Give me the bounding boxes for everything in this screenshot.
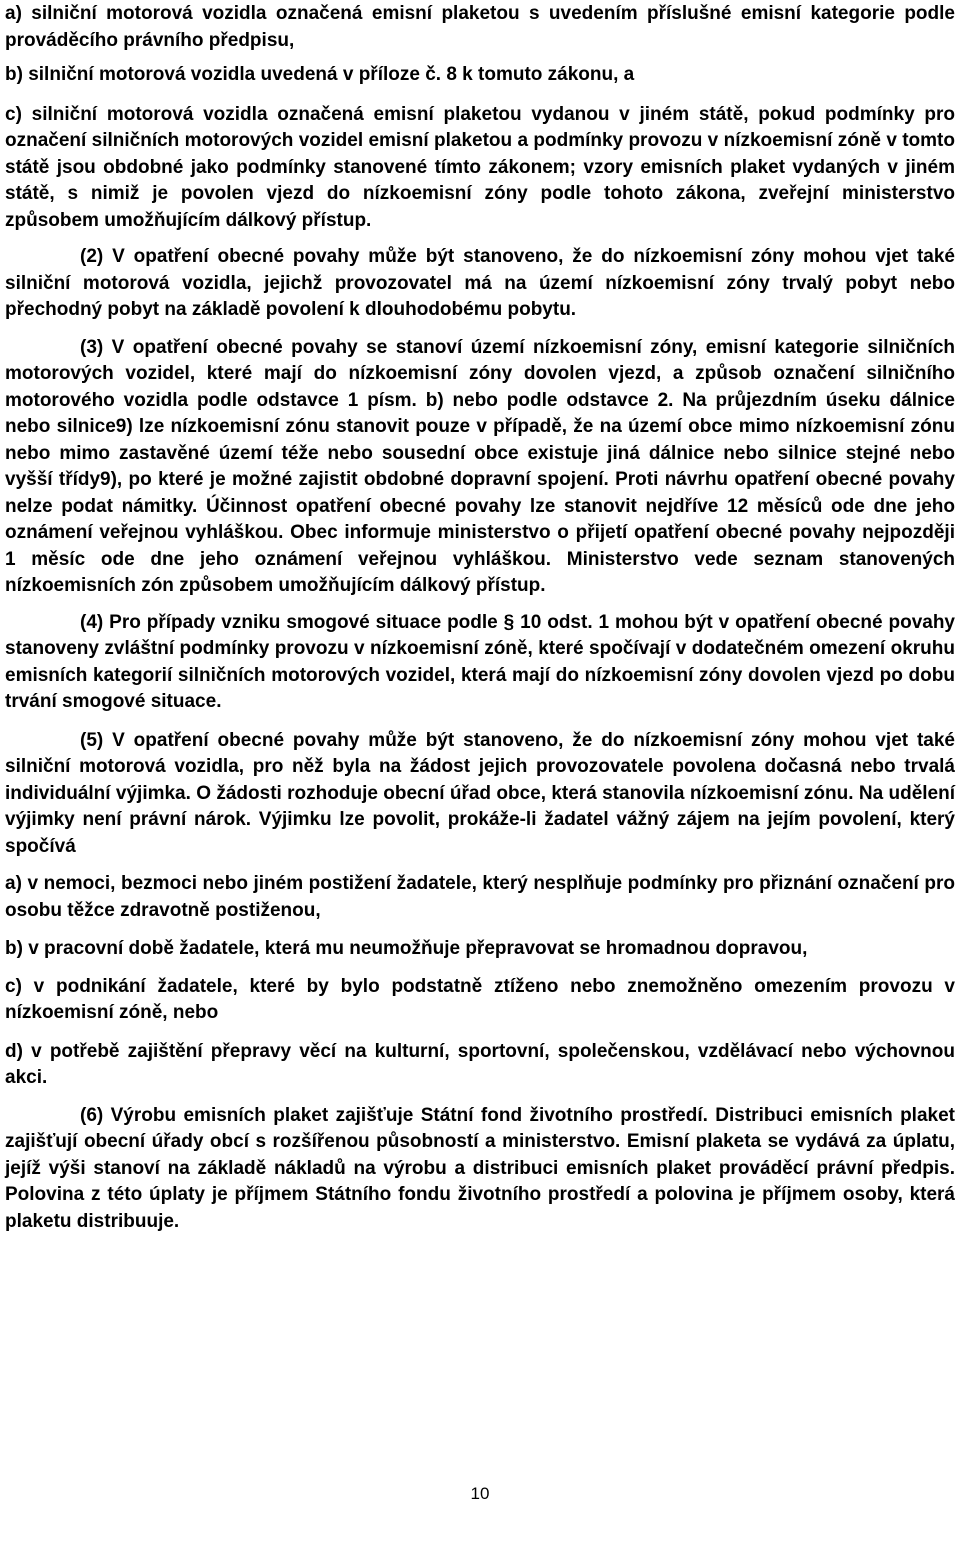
list-item-c: c) silniční motorová vozidla označená emisní plaketou vydanou v jiném státě, pokud podmínky pro označení silničních motorových vozidel emisní plaketou a podmínky provozu v nízkoemisní zóně v tomto státě jsou obdobné jako podmínky stanovené tímto zákonem; vzory emisních plaket vydaných v jiném státě, s nimiž je povolen vjezd do nízkoemisní zóny podle tohoto zákona, zveřejní ministerstvo způsobem umožňujícím dálkový přístup. xyxy=(5,103,955,231)
paragraph-3: (3) V opatření obecné povahy se stanoví území nízkoemisní zóny, emisní kategorie silničních motorových vozidel, které mají do nízkoemisní zóny dovolen vjezd, a způsob označení silničního motorového vozidla podle odstavce 1 písm. b) nebo podle odstavce 2. Na průjezdním úseku dálnice nebo silnice9) lze nízkoemisní zónu stanovit pouze v případě, že na území obce mimo nízkoemisní zónu nebo mimo zastavěné území téže nebo sousední obce existuje jiná dálnice nebo silnice stejné nebo vyšší třídy9), po které je možné zajistit obdobné dopravní spojení. Proti návrhu opatření obecné povahy nelze podat námitky. Účinnost opatření obecné povahy lze stanovit nejdříve 12 měsíců ode dne jeho oznámení veřejnou vyhláškou. Obec informuje ministerstvo o přijetí opatření obecné povahy nejpozději 1 měsíc ode dne jeho oznámení veřejnou vyhláškou. Ministerstvo vede seznam stanovených nízkoemisních zón způsobem umožňujícím dálkový přístup. xyxy=(5,336,955,596)
paragraph-4 xyxy=(5,610,955,716)
sub-item-d: d) v potřebě zajištění přepravy věcí na kulturní, sportovní, společenskou, vzdělávací nebo výchovnou akci. xyxy=(5,1040,955,1088)
list-item-a: a) silniční motorová vozidla označená emisní plaketou s uvedením příslušné emisní kategorie podle prováděcího právního předpisu, xyxy=(5,3,955,51)
document-body xyxy=(5,1,955,1235)
paragraph-4-text-start: (4) Pro případy vzniku smogové situace podle xyxy=(80,611,504,633)
page-number: 10 xyxy=(470,1484,490,1503)
sub-item-c: c) v podnikání žadatele, které by bylo podstatně ztíženo nebo znemožněno omezením provozu v nízkoemisní zóně, nebo xyxy=(5,975,955,1023)
list-item-b: b) silniční motorová vozidla uvedená v příloze č. 8 k tomuto zákonu, a xyxy=(5,64,635,85)
sub-item-b: b) v pracovní době žadatele, která mu neumožňuje přepravovat se hromadnou dopravou, xyxy=(5,938,808,959)
sub-item-a: a) v nemoci, bezmoci nebo jiném postižení žadatele, který nesplňuje podmínky pro přiznání označení pro osobu těžce zdravotně postiženou, xyxy=(5,873,955,921)
section-link[interactable]: § xyxy=(503,611,515,633)
paragraph-4-text-end: 10 odst. 1 mohou být v opatření obecné povahy stanoveny zvláštní podmínky provozu v nízkoemisní zóně, které spočívají v dodatečném omezení okruhu emisních kategorií silničních motorových vozidel, která mají do nízkoemisní zóny dovolen vjezd po dobu trvání smogové situace. xyxy=(5,611,955,712)
paragraph-2: (2) V opatření obecné povahy může být stanoveno, že do nízkoemisní zóny mohou vjet také silniční motorová vozidla, jejichž provozovatel má na území nízkoemisní zóny trvalý pobyt nebo přechodný pobyt na základě povolení k dlouhodobému pobytu. xyxy=(5,246,955,320)
paragraph-6: (6) Výrobu emisních plaket zajišťuje Státní fond životního prostředí. Distribuci emisních plaket zajišťují obecní úřady obcí s rozšířenou působností a ministerstvo. Emisní plaketa se vydává za úplatu, jejíž výši stanoví na základě nákladů na výrobu a distribuci emisních plaket prováděcí právní předpis. Polovina z této úplaty je příjmem Státního fondu životního prostředí a polovina je příjmem osoby, která plaketu distribuuje. xyxy=(5,1104,955,1232)
paragraph-5: (5) V opatření obecné povahy může být stanoveno, že do nízkoemisní zóny mohou vjet také silniční motorová vozidla, pro něž byla na žádost jejich provozovatele povolena dočasná nebo trvalá individuální výjimka. O žádosti rozhoduje obecní úřad obce, která stanovila nízkoemisní zónu. Na udělení výjimky není právní nárok. Výjimku lze povolit, prokáže-li žadatel vážný zájem na jejím povolení, který spočívá xyxy=(5,729,955,857)
